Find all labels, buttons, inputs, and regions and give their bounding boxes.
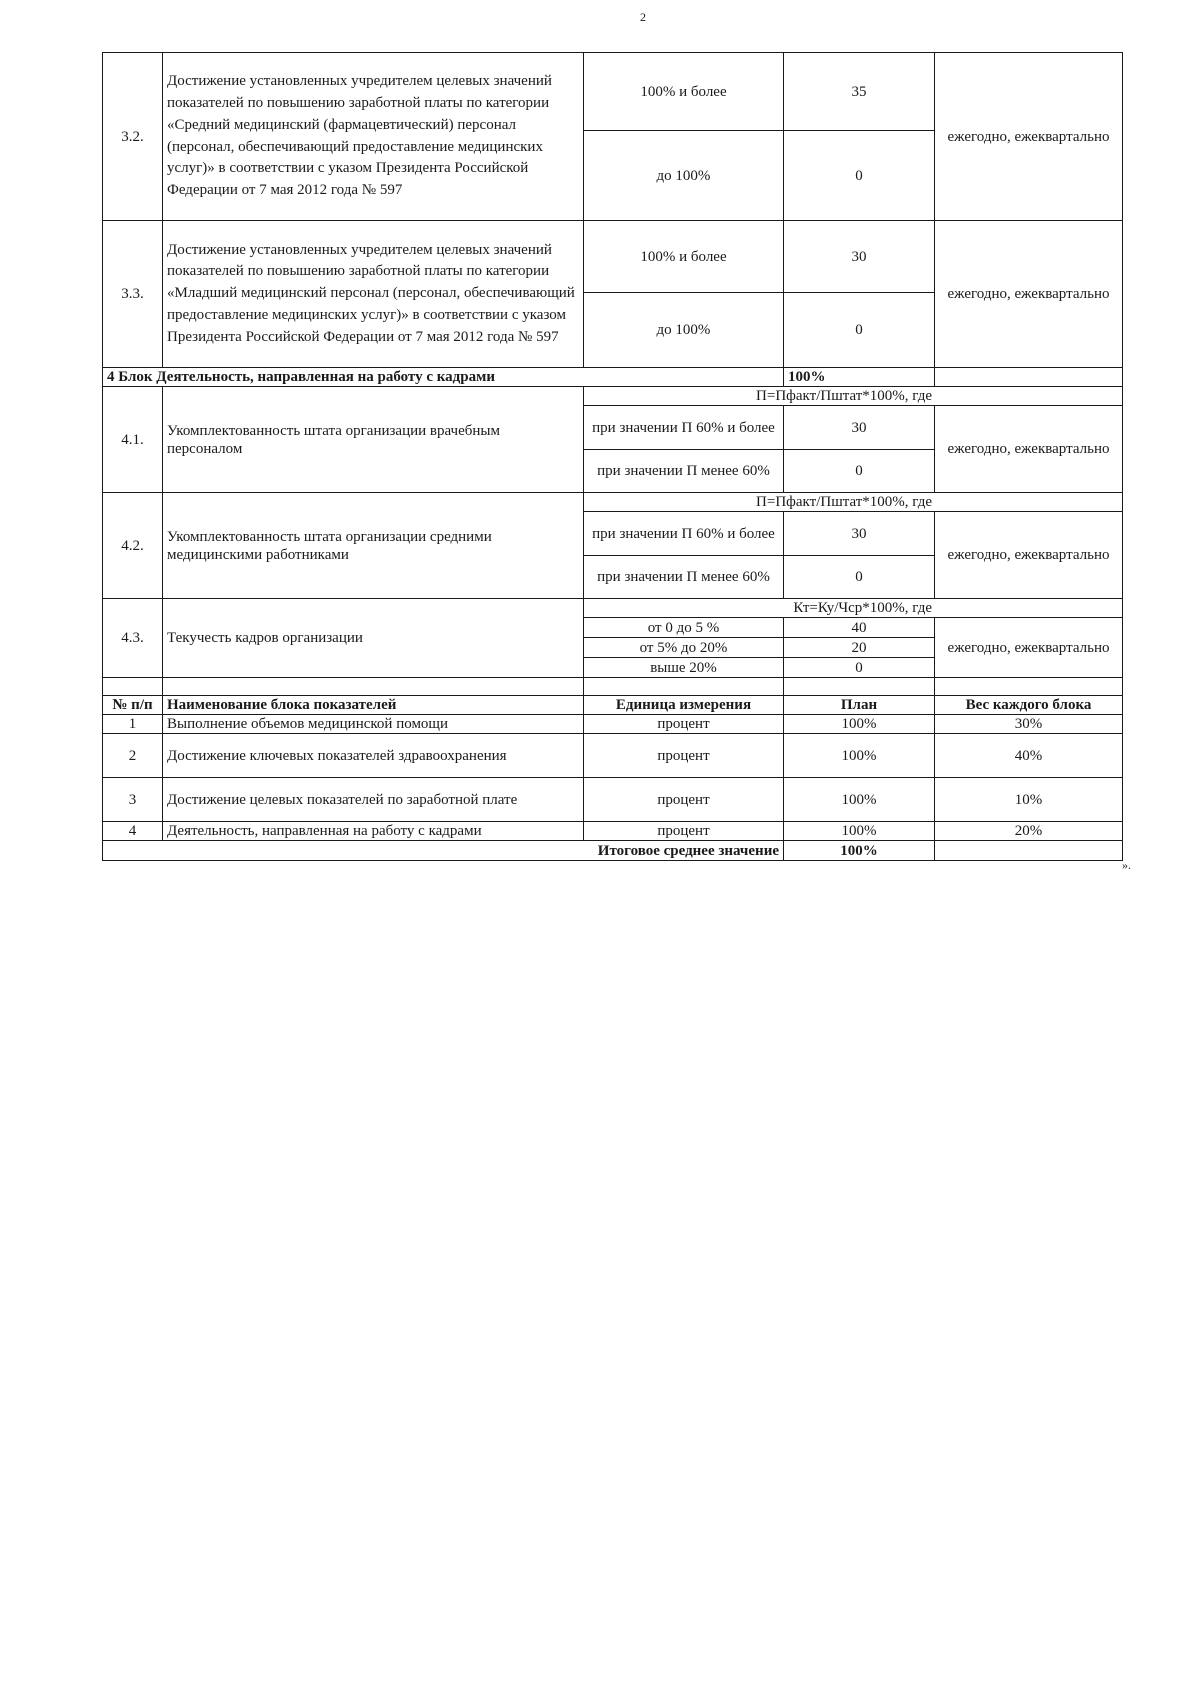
- summary-weight: 10%: [935, 778, 1123, 822]
- score: 0: [784, 556, 935, 599]
- total-label: Итоговое среднее значение: [103, 841, 784, 861]
- criterion: до 100%: [584, 293, 784, 368]
- row-number: 4.3.: [103, 599, 163, 678]
- criterion: при значении П 60% и более: [584, 512, 784, 556]
- score: 0: [784, 450, 935, 493]
- block-value: 100%: [784, 368, 935, 387]
- summary-row: [103, 734, 1123, 778]
- score: 30: [784, 221, 935, 293]
- criterion: 100% и более: [584, 221, 784, 293]
- criterion: при значении П менее 60%: [584, 556, 784, 599]
- formula: Кт=Ку/Чср*100%, где: [584, 599, 1123, 618]
- summary-unit: процент: [584, 778, 784, 822]
- summary-weight: 20%: [935, 822, 1123, 841]
- total-value: 100%: [784, 841, 935, 861]
- indicator-description: Текучесть кадров организации: [163, 599, 584, 678]
- criterion: от 5% до 20%: [584, 638, 784, 658]
- summary-unit: процент: [584, 715, 784, 734]
- table-row: [103, 221, 1123, 293]
- formula: П=Пфакт/Пштат*100%, где: [584, 493, 1123, 512]
- indicator-description: Укомплектованность штата организации врачебным персоналом: [163, 387, 584, 493]
- periodicity: ежегодно, ежеквартально: [935, 512, 1123, 599]
- indicator-description: Достижение установленных учредителем целевых значений показателей по повышению заработной платы по категории «Младший медицинский персонал (персонал, обеспечивающий предоставление медицинских услуг)» в соответствии с указом Президента Российской Федерации от 7 мая 2012 года № 597: [163, 221, 584, 368]
- summary-header-row: [103, 696, 1123, 715]
- row-number: 3.3.: [103, 221, 163, 368]
- summary-header-num: № п/п: [103, 696, 163, 715]
- block-title: 4 Блок Деятельность, направленная на работу с кадрами: [103, 368, 784, 387]
- summary-plan: 100%: [784, 715, 935, 734]
- periodicity: ежегодно, ежеквартально: [935, 221, 1123, 368]
- criterion: при значении П 60% и более: [584, 406, 784, 450]
- summary-num: 4: [103, 822, 163, 841]
- summary-header-name: Наименование блока показателей: [163, 696, 584, 715]
- summary-weight: 30%: [935, 715, 1123, 734]
- criterion: 100% и более: [584, 53, 784, 131]
- summary-weight: 40%: [935, 734, 1123, 778]
- criterion: выше 20%: [584, 658, 784, 678]
- summary-plan: 100%: [784, 778, 935, 822]
- score: 35: [784, 53, 935, 131]
- summary-row: [103, 822, 1123, 841]
- score: 30: [784, 512, 935, 556]
- summary-name: Достижение целевых показателей по заработной плате: [163, 778, 584, 822]
- row-number: 4.2.: [103, 493, 163, 599]
- formula-row: [103, 599, 1123, 618]
- summary-unit: процент: [584, 822, 784, 841]
- indicators-table: [102, 52, 1123, 861]
- summary-header-plan: План: [784, 696, 935, 715]
- summary-name: Деятельность, направленная на работу с кадрами: [163, 822, 584, 841]
- summary-num: 2: [103, 734, 163, 778]
- blank-row: [103, 678, 1123, 696]
- score: 0: [784, 131, 935, 221]
- summary-header-unit: Единица измерения: [584, 696, 784, 715]
- indicator-description: Достижение установленных учредителем целевых значений показателей по повышению заработной платы по категории «Средний медицинский (фармацевтический) персонал (персонал, обеспечивающий предоставление медицинских услуг)» в соответствии с указом Президента Российской Федерации от 7 мая 2012 года № 597: [163, 53, 584, 221]
- score: 0: [784, 293, 935, 368]
- summary-header-weight: Вес каждого блока: [935, 696, 1123, 715]
- indicator-description: Укомплектованность штата организации средними медицинскими работниками: [163, 493, 584, 599]
- score: 30: [784, 406, 935, 450]
- row-number: 3.2.: [103, 53, 163, 221]
- periodicity: ежегодно, ежеквартально: [935, 618, 1123, 678]
- summary-plan: 100%: [784, 734, 935, 778]
- periodicity: ежегодно, ежеквартально: [935, 406, 1123, 493]
- summary-num: 3: [103, 778, 163, 822]
- summary-plan: 100%: [784, 822, 935, 841]
- summary-unit: процент: [584, 734, 784, 778]
- summary-row: [103, 778, 1123, 822]
- score: 0: [784, 658, 935, 678]
- row-number: 4.1.: [103, 387, 163, 493]
- summary-row: [103, 715, 1123, 734]
- score: 40: [784, 618, 935, 638]
- criterion: при значении П менее 60%: [584, 450, 784, 493]
- summary-name: Достижение ключевых показателей здравоохранения: [163, 734, 584, 778]
- formula: П=Пфакт/Пштат*100%, где: [584, 387, 1123, 406]
- formula-row: [103, 387, 1123, 406]
- criterion: до 100%: [584, 131, 784, 221]
- total-row: [103, 841, 1123, 861]
- block-header-row: [103, 368, 1123, 387]
- page-number: 2: [640, 10, 646, 24]
- summary-name: Выполнение объемов медицинской помощи: [163, 715, 584, 734]
- criterion: от 0 до 5 %: [584, 618, 784, 638]
- periodicity: ежегодно, ежеквартально: [935, 53, 1123, 221]
- formula-row: [103, 493, 1123, 512]
- score: 20: [784, 638, 935, 658]
- table-row: [103, 53, 1123, 131]
- summary-num: 1: [103, 715, 163, 734]
- closing-quote: ».: [1122, 858, 1131, 872]
